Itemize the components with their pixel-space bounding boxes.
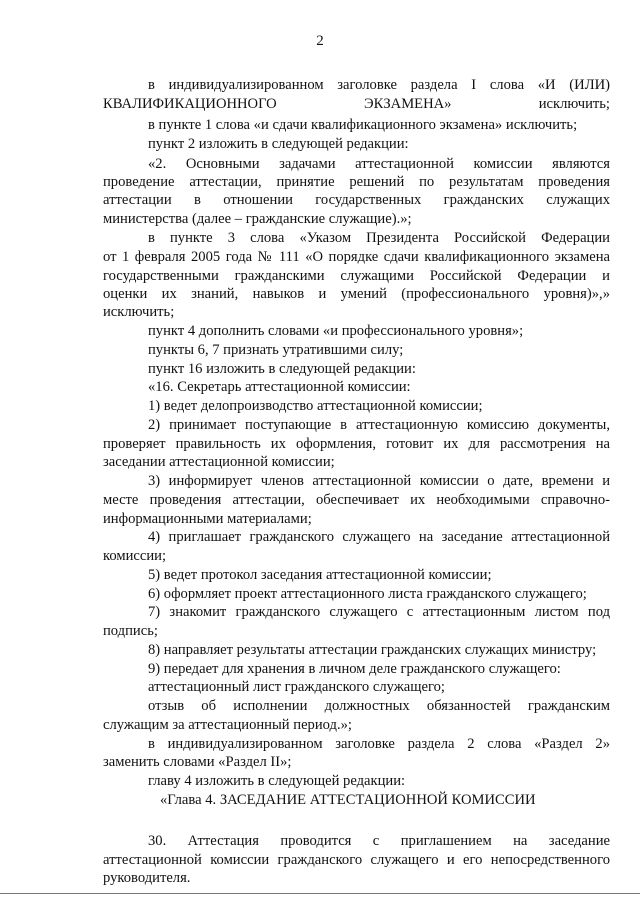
text-line: пункт 16 изложить в следующей редакции: (148, 361, 416, 377)
text-line: пункт 4 дополнить словами «и профессионального уровня»; (148, 323, 524, 339)
text-line: комиссии; (103, 548, 167, 564)
text-line: министерства (далее – гражданские служащие).»; (103, 211, 412, 227)
text-line: 4) приглашает гражданского служащего на заседание аттестационной (148, 529, 610, 545)
text-line: в пункте 3 слова «Указом Президента Российской Федерации (148, 230, 610, 246)
text-line: в индивидуализированном заголовке раздела I слова «И (ИЛИ) (148, 77, 610, 93)
text-line: государственными гражданскими служащими Российской Федерации и (103, 268, 610, 284)
text-line: аттестации в отношении государственных гражданских служащих (103, 192, 610, 208)
text-line: отзыв об исполнении должностных обязанностей гражданским (148, 698, 610, 714)
text-line: 9) передает для хранения в личном деле гражданского служащего: (148, 661, 561, 677)
text-line: пункт 2 изложить в следующей редакции: (148, 136, 409, 152)
text-line: аттестационный лист гражданского служащего; (148, 679, 445, 695)
text-line: 30. Аттестация проводится с приглашением на заседание (148, 833, 610, 849)
text-line: служащим за аттестационный период.»; (103, 717, 352, 733)
text-line: аттестационной комиссии гражданского служащего и его непосредственного (103, 852, 610, 868)
text-line: проверяет правильность их оформления, готовит их для рассмотрения на (103, 436, 610, 452)
text-line: 2) принимает поступающие в аттестационную комиссию документы, (148, 417, 610, 433)
text-line: пункты 6, 7 признать утратившими силу; (148, 342, 404, 358)
text-line: КВАЛИФИКАЦИОННОГО ЭКЗАМЕНА» исключить; (103, 96, 610, 112)
text-line: заменить словами «Раздел II»; (103, 754, 292, 770)
text-line: от 1 февраля 2005 года № 111 «О порядке сдачи квалификационного экзамена (103, 249, 610, 265)
text-line: 1) ведет делопроизводство аттестационной комиссии; (148, 398, 483, 414)
text-line: оценки их знаний, навыков и умений (профессионального уровня)»,» (103, 286, 610, 302)
text-line: в индивидуализированном заголовке раздела 2 слова «Раздел 2» (148, 736, 610, 752)
text-line: 8) направляет результаты аттестации гражданских служащих министру; (148, 642, 597, 658)
text-line: информационными материалами; (103, 511, 312, 527)
text-line: подпись; (103, 623, 158, 639)
text-line: 5) ведет протокол заседания аттестационной комиссии; (148, 567, 492, 583)
text-line: «2. Основными задачами аттестационной комиссии являются (148, 156, 610, 172)
text-line: заседании аттестационной комиссии; (103, 454, 335, 470)
text-line: в пункте 1 слова «и сдачи квалификационного экзамена» исключить; (148, 117, 578, 133)
text-line: месте проведения аттестации, обеспечивает их необходимыми справочно- (103, 492, 610, 508)
page-number: 2 (316, 33, 324, 49)
page-edge-line (0, 893, 640, 894)
text-line: главу 4 изложить в следующей редакции: (148, 773, 406, 789)
text-line: «16. Секретарь аттестационной комиссии: (148, 379, 411, 395)
text-line: исключить; (103, 304, 175, 320)
text-line: 6) оформляет проект аттестационного листа гражданского служащего; (148, 586, 587, 602)
text-line: проведение аттестации, принятие решений по результатам проведения (103, 174, 610, 190)
text-line: 7) знакомит гражданского служащего с аттестационным листом под (148, 604, 610, 620)
text-line: 3) информирует членов аттестационной комиссии о дате, времени и (148, 473, 610, 489)
chapter-heading: «Глава 4. ЗАСЕДАНИЕ АТТЕСТАЦИОННОЙ КОМИССИИ (160, 792, 536, 808)
text-line: руководителя. (103, 870, 191, 886)
